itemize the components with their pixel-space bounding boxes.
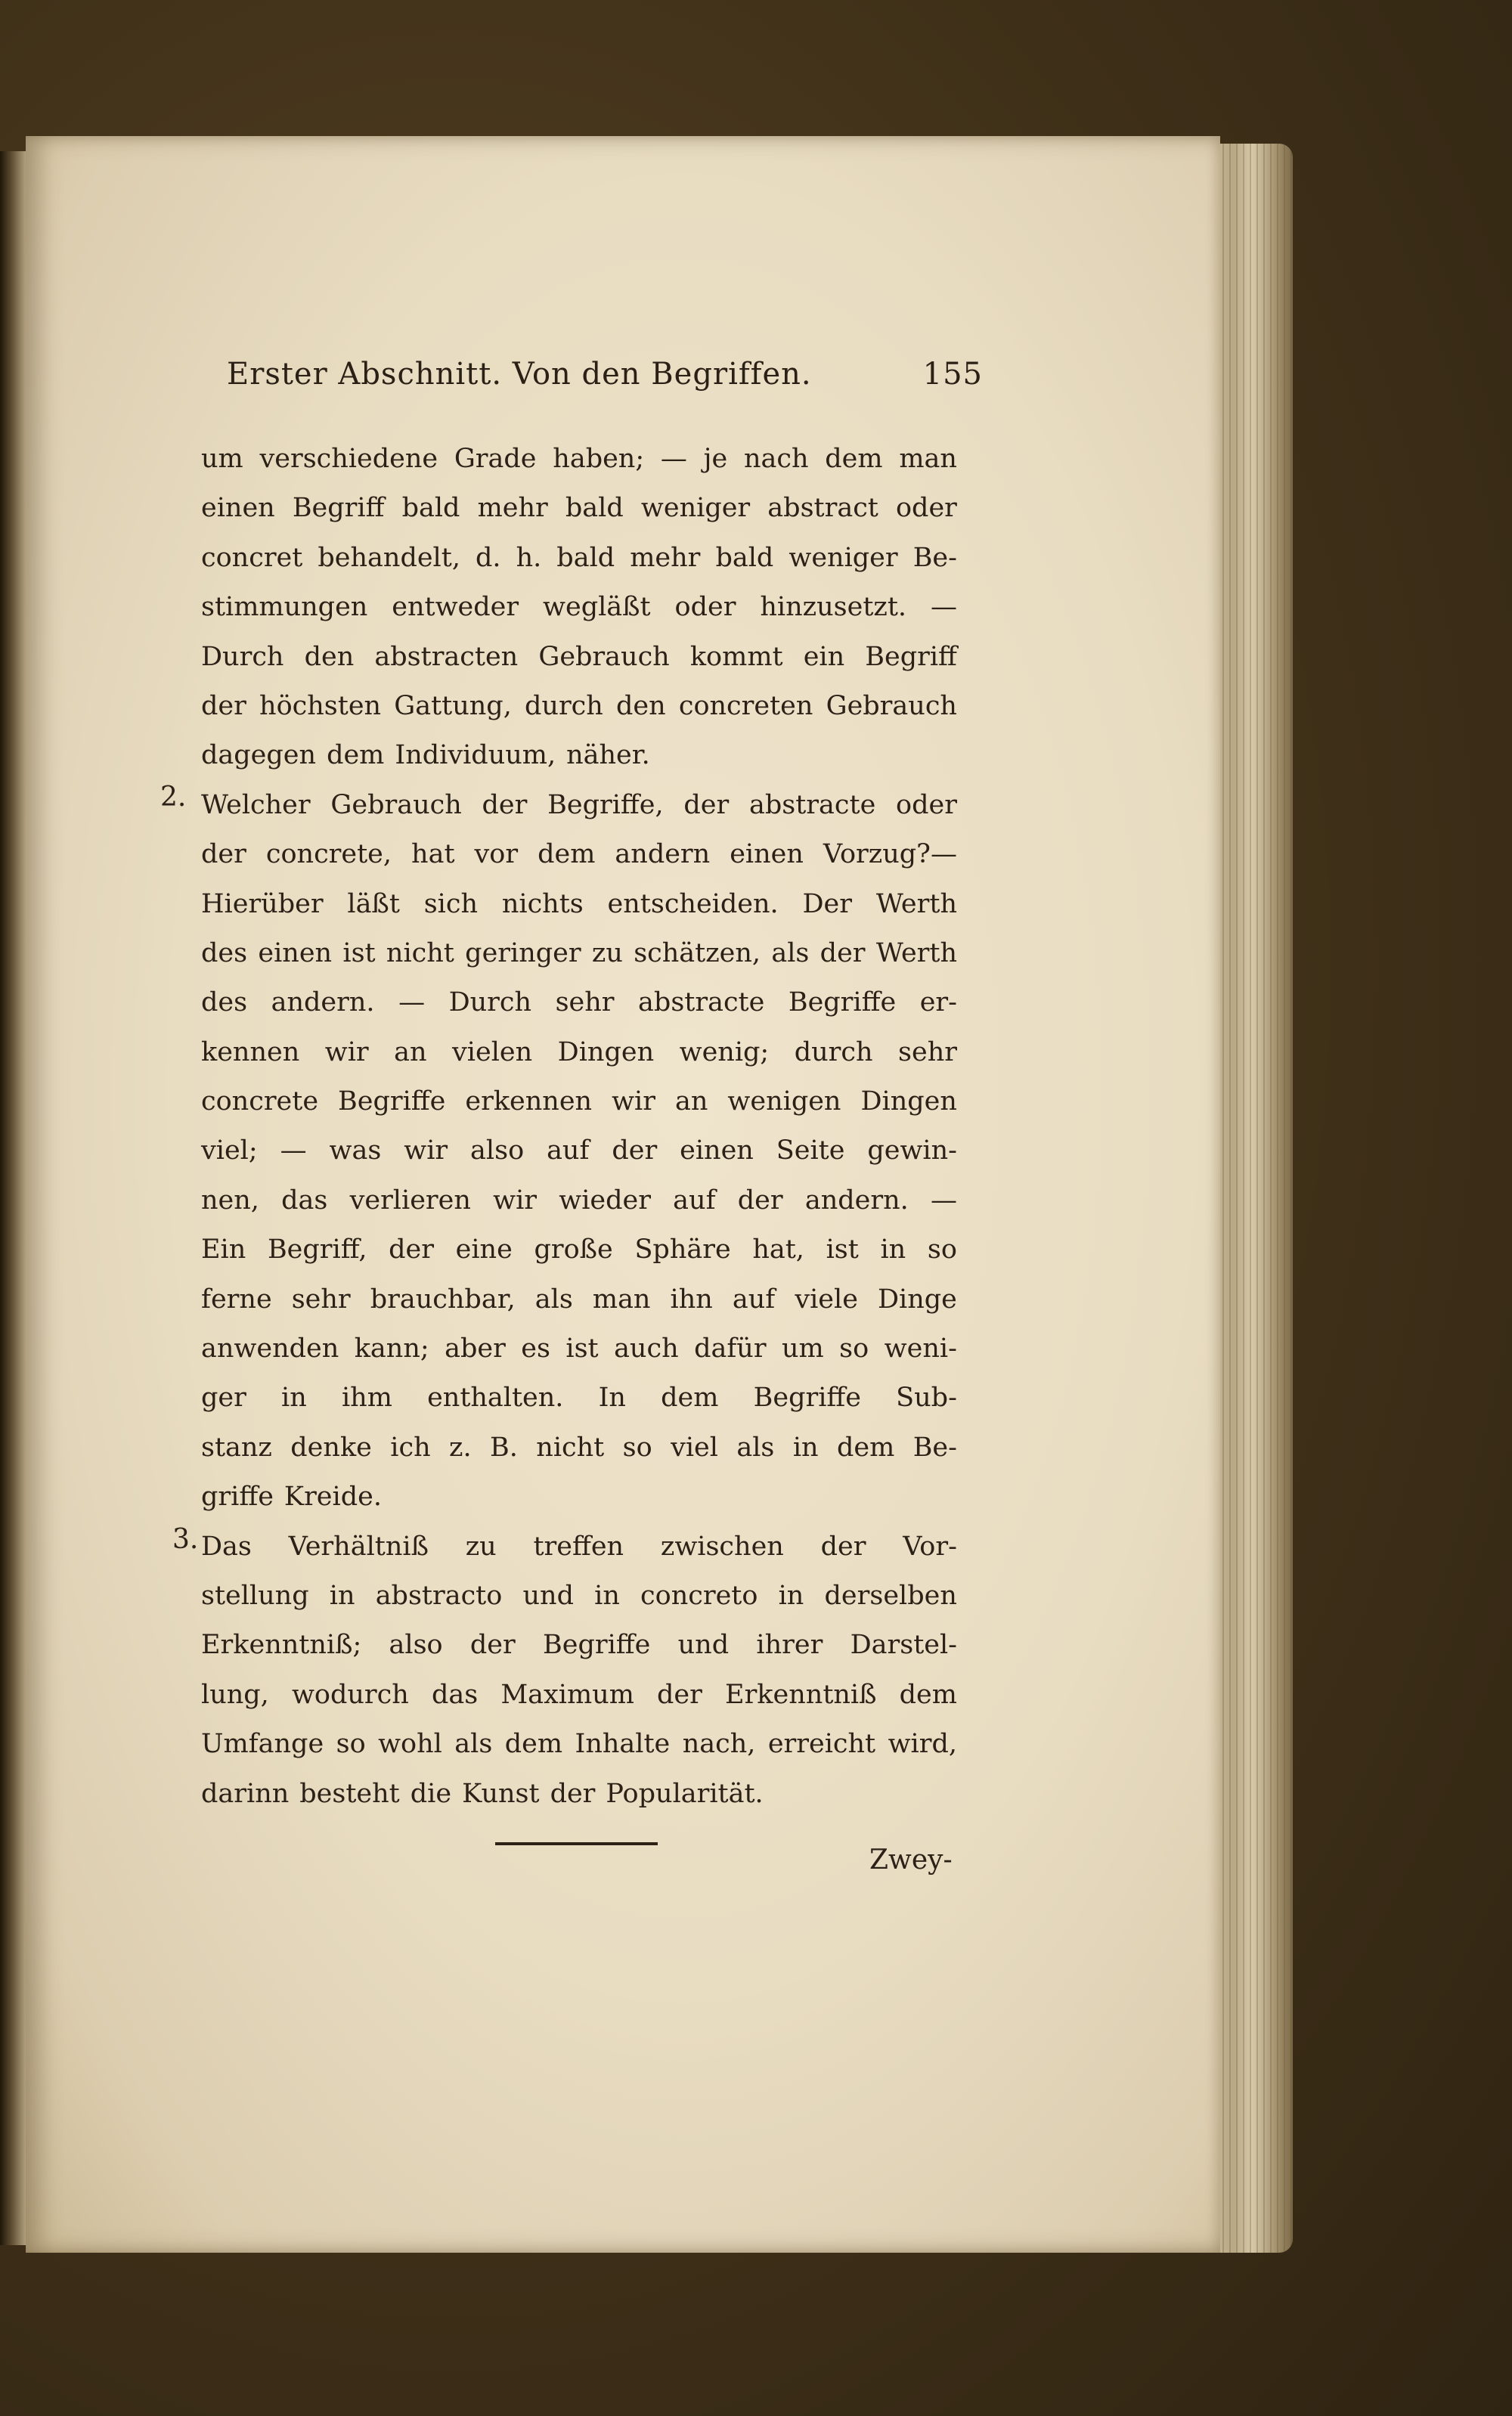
word: ist: [565, 1333, 599, 1364]
text-line: [201, 1028, 957, 1077]
word: Individuum,: [395, 740, 556, 771]
text-line: [201, 1324, 957, 1374]
body-text: [201, 435, 957, 1819]
word: haben;: [553, 444, 645, 474]
word: wohl: [378, 1729, 442, 1760]
word: dem: [825, 444, 883, 474]
word: der: [820, 1531, 866, 1562]
word: Begriffe,: [547, 789, 664, 820]
word: In: [598, 1383, 626, 1414]
word: Popularität.: [606, 1778, 764, 1809]
word: ihrer: [756, 1630, 823, 1661]
text-line: [201, 583, 957, 632]
word: abstract: [767, 493, 878, 524]
word: Hierüber: [201, 888, 324, 919]
word: als: [736, 1432, 775, 1463]
word: Maximum: [500, 1679, 634, 1710]
word: in: [594, 1580, 620, 1611]
word: Ein: [201, 1234, 246, 1265]
word: hat,: [752, 1234, 804, 1265]
word: bald: [556, 542, 615, 573]
word: ein: [803, 641, 845, 672]
word: entweder: [392, 592, 519, 623]
word: darinn: [201, 1778, 290, 1809]
word: auf: [732, 1284, 776, 1315]
word: der: [737, 1185, 783, 1216]
word: Erkenntniß;: [201, 1630, 362, 1661]
word: griffe: [201, 1482, 274, 1513]
text-line: [201, 435, 957, 484]
word: der: [820, 937, 866, 968]
word: das: [281, 1185, 328, 1216]
word: Durch: [448, 987, 532, 1018]
word: Begriff: [292, 493, 385, 524]
word: z.: [449, 1432, 472, 1463]
word: sehr: [291, 1284, 351, 1315]
word: so: [336, 1729, 366, 1760]
word: dem: [899, 1679, 957, 1710]
word: höchsten: [259, 690, 382, 721]
word: zu: [591, 937, 623, 968]
text-line: [201, 929, 957, 978]
word: zu: [465, 1531, 497, 1562]
word: entscheiden.: [607, 888, 779, 919]
word: Grade: [454, 444, 537, 474]
text-line: [201, 978, 957, 1027]
word: der: [482, 789, 528, 820]
word: des: [201, 937, 248, 968]
word: kann;: [354, 1333, 429, 1364]
end-rule: [495, 1842, 658, 1845]
text-line: [201, 781, 957, 830]
word: ist: [826, 1234, 859, 1265]
word: wenigen: [727, 1086, 841, 1117]
word: auf: [673, 1185, 716, 1216]
word: man: [899, 444, 957, 474]
word: besteht: [299, 1778, 400, 1809]
word: Das: [201, 1531, 252, 1562]
word: einen: [201, 493, 275, 524]
text-line: [201, 1126, 957, 1175]
word: treffen: [533, 1531, 624, 1562]
word: concrete: [201, 1086, 319, 1117]
word: in: [281, 1383, 307, 1414]
word: eine: [455, 1234, 513, 1265]
word: Begriffe: [543, 1630, 651, 1661]
word: ich: [390, 1432, 431, 1463]
text-line: [201, 1770, 957, 1819]
word: den: [616, 690, 666, 721]
word: —: [660, 444, 687, 474]
word: der: [201, 690, 246, 721]
text-line: [201, 682, 957, 731]
word: wird,: [888, 1729, 957, 1760]
word: hat: [411, 839, 455, 870]
word: der: [469, 1630, 516, 1661]
word: abstracte: [749, 789, 876, 820]
word: dem: [661, 1383, 719, 1414]
word: bald: [401, 493, 460, 524]
running-head: [227, 357, 983, 392]
word: Gebrauch: [538, 641, 670, 672]
word: Gebrauch: [826, 690, 957, 721]
word: Begriff,: [267, 1234, 367, 1265]
word: ist: [342, 937, 376, 968]
word: verlieren: [349, 1185, 471, 1216]
text-line: [201, 1374, 957, 1423]
running-title: Erster Abschnitt. Von den Begriffen.: [227, 357, 812, 392]
word: oder: [895, 493, 957, 524]
word: viele: [795, 1284, 858, 1315]
word: denke: [290, 1432, 372, 1463]
word: h.: [516, 542, 542, 573]
text-line: [201, 1720, 957, 1769]
word: also: [470, 1135, 525, 1166]
word: und: [522, 1580, 574, 1611]
word: behandelt,: [318, 542, 460, 573]
word: Kunst: [462, 1778, 540, 1809]
paragraph-marker-3: 3.: [172, 1524, 199, 1555]
word: in: [792, 1432, 819, 1463]
text-line: [201, 1473, 957, 1522]
text-line: [201, 1671, 957, 1720]
word: in: [778, 1580, 804, 1611]
word: enthalten.: [427, 1383, 564, 1414]
word: so: [927, 1234, 957, 1265]
word: erreicht: [767, 1729, 876, 1760]
word: um: [201, 444, 243, 474]
word: als: [534, 1284, 573, 1315]
word: andern: [615, 839, 711, 870]
word: der: [201, 839, 246, 870]
word: abstracto: [375, 1580, 503, 1611]
word: nichts: [501, 888, 584, 919]
word: wir: [493, 1185, 538, 1216]
word: dem: [327, 740, 385, 771]
page-number: 155: [922, 357, 983, 392]
catchword: Zwey-: [869, 1845, 953, 1875]
word: sehr: [898, 1036, 957, 1067]
word: derselben: [824, 1580, 957, 1611]
word: Werth: [875, 888, 957, 919]
word: —: [930, 592, 957, 623]
word: kommt: [689, 641, 783, 672]
word: dem: [538, 839, 596, 870]
word: Be-: [912, 542, 957, 573]
word: einen: [680, 1135, 754, 1166]
word: in: [880, 1234, 906, 1265]
word: Kreide.: [284, 1482, 382, 1513]
word: läßt: [347, 888, 400, 919]
word: geringer: [465, 937, 581, 968]
word: B.: [490, 1432, 518, 1463]
word: —: [931, 1185, 957, 1216]
text-line: [201, 1522, 957, 1572]
word: erkennen: [465, 1086, 593, 1117]
word: der: [550, 1778, 596, 1809]
word: d.: [476, 542, 501, 573]
word: nicht: [386, 937, 454, 968]
word: oder: [896, 789, 957, 820]
word: wieder: [559, 1185, 651, 1216]
word: andern.: [271, 987, 375, 1018]
word: kennen: [201, 1036, 300, 1067]
word: zwischen: [660, 1531, 784, 1562]
word: brauchbar,: [370, 1284, 516, 1315]
word: wir: [612, 1086, 655, 1117]
word: so: [622, 1432, 652, 1463]
text-line: [201, 1572, 957, 1621]
text-line: [201, 830, 957, 879]
word: Sub-: [896, 1383, 957, 1414]
word: als: [454, 1729, 493, 1760]
word: Vorzug?—: [823, 839, 957, 870]
word: stanz: [201, 1432, 272, 1463]
word: andern.: [804, 1185, 909, 1216]
word: Sphäre: [634, 1234, 731, 1265]
word: so: [839, 1333, 869, 1364]
word: verschiedene: [259, 444, 438, 474]
word: es: [521, 1333, 550, 1364]
word: Begriffe: [753, 1383, 861, 1414]
word: also: [389, 1630, 443, 1661]
text-line: [201, 633, 957, 682]
word: aber: [445, 1333, 506, 1364]
word: bald: [565, 493, 624, 524]
word: weniger: [789, 542, 898, 573]
word: Gebrauch: [330, 789, 462, 820]
word: sehr: [555, 987, 615, 1018]
word: concret: [201, 542, 303, 573]
word: nach: [743, 444, 809, 474]
word: concreto: [640, 1580, 758, 1611]
word: ihm: [341, 1383, 392, 1414]
word: mehr: [477, 493, 548, 524]
word: wegläßt: [543, 592, 651, 623]
word: sich: [423, 888, 479, 919]
word: das: [431, 1679, 479, 1710]
word: Dingen: [557, 1036, 655, 1067]
word: bald: [715, 542, 774, 573]
word: wenig;: [679, 1036, 770, 1067]
word: viel;: [201, 1135, 258, 1166]
text-line: [201, 731, 957, 780]
text-line: [201, 484, 957, 533]
word: auf: [547, 1135, 590, 1166]
previous-page-edge: [0, 151, 27, 2245]
word: weni-: [884, 1333, 957, 1364]
word: wir: [324, 1036, 369, 1067]
word: Erkenntniß: [725, 1679, 877, 1710]
word: nen,: [201, 1185, 259, 1216]
word: durch: [794, 1036, 873, 1067]
paragraph-marker-2: 2.: [160, 782, 187, 813]
word: vielen: [452, 1036, 533, 1067]
word: näher.: [566, 740, 650, 771]
word: des: [201, 987, 248, 1018]
word: der: [683, 789, 730, 820]
word: concrete,: [265, 839, 392, 870]
word: viel: [671, 1432, 718, 1463]
word: Umfange: [201, 1729, 324, 1760]
text-line: [201, 1077, 957, 1126]
word: Vor-: [903, 1531, 957, 1562]
word: mehr: [630, 542, 701, 573]
word: nicht: [536, 1432, 605, 1463]
word: stellung: [201, 1580, 309, 1611]
word: einen: [730, 839, 804, 870]
word: Werth: [875, 937, 957, 968]
word: wir: [404, 1135, 448, 1166]
word: concreten: [678, 690, 813, 721]
word: einen: [258, 937, 333, 968]
text-line: [201, 1275, 957, 1324]
word: die: [410, 1778, 452, 1809]
word: Begriffe: [788, 987, 897, 1018]
word: Inhalte: [575, 1729, 671, 1760]
word: stimmungen: [201, 592, 368, 623]
text-line: [201, 534, 957, 583]
word: anwenden: [201, 1333, 339, 1364]
word: an: [394, 1036, 427, 1067]
word: Be-: [912, 1432, 957, 1463]
word: Dingen: [860, 1086, 957, 1117]
word: Verhältniß: [288, 1531, 429, 1562]
word: durch: [525, 690, 603, 721]
word: ihn: [670, 1284, 713, 1315]
word: der: [612, 1135, 658, 1166]
word: nach,: [682, 1729, 756, 1760]
word: abstracte: [638, 987, 765, 1018]
word: hinzusetzt.: [760, 592, 907, 623]
word: Welcher: [201, 789, 311, 820]
word: schätzen,: [634, 937, 761, 968]
word: was: [329, 1135, 382, 1166]
word: wodurch: [291, 1679, 409, 1710]
word: große: [534, 1234, 613, 1265]
word: der: [389, 1234, 434, 1265]
word: ferne: [201, 1284, 272, 1315]
word: weniger: [640, 493, 751, 524]
word: Gattung,: [394, 690, 512, 721]
word: —: [398, 987, 426, 1018]
word: er-: [919, 987, 957, 1018]
word: vor: [474, 839, 519, 870]
word: —: [280, 1135, 307, 1166]
word: als: [771, 937, 810, 968]
word: Der: [802, 888, 852, 919]
text-line: [201, 1423, 957, 1473]
word: abstracten: [374, 641, 519, 672]
word: Darstel-: [850, 1630, 957, 1661]
word: gewin-: [867, 1135, 957, 1166]
text-line: [201, 1176, 957, 1225]
word: ger: [201, 1383, 246, 1414]
word: an: [674, 1086, 708, 1117]
word: Durch: [201, 641, 284, 672]
text-line: [201, 880, 957, 929]
word: Dinge: [877, 1284, 957, 1315]
word: dem: [836, 1432, 895, 1463]
word: und: [677, 1630, 730, 1661]
word: man: [592, 1284, 651, 1315]
word: auch: [614, 1333, 679, 1364]
word: den: [304, 641, 355, 672]
text-line: [201, 1621, 957, 1670]
word: um: [782, 1333, 824, 1364]
word: lung,: [201, 1679, 269, 1710]
word: der: [657, 1679, 702, 1710]
text-line: [201, 1225, 957, 1275]
word: dem: [504, 1729, 563, 1760]
word: je: [703, 444, 728, 474]
word: dagegen: [201, 740, 317, 771]
word: Begriff: [865, 641, 957, 672]
word: Begriffe: [338, 1086, 446, 1117]
word: Seite: [776, 1135, 845, 1166]
word: oder: [674, 592, 736, 623]
word: dafür: [694, 1333, 767, 1364]
word: in: [329, 1580, 355, 1611]
